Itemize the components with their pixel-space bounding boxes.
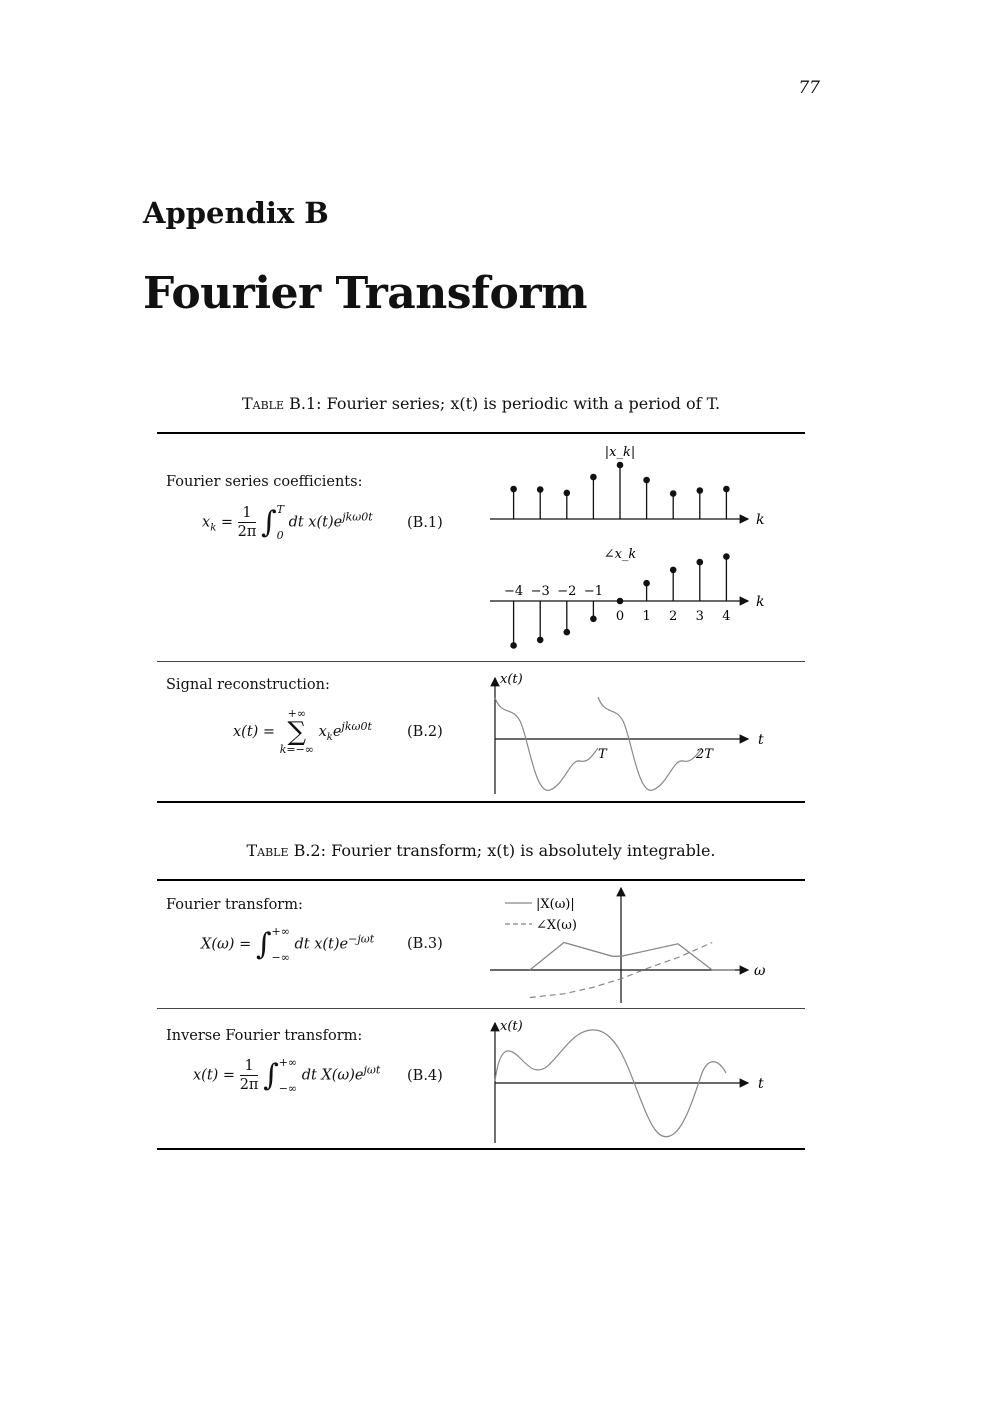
table2-mid-rule bbox=[157, 1008, 805, 1009]
eq4-exp: jωt bbox=[363, 1063, 381, 1077]
magnitude-stem-marker bbox=[697, 487, 704, 494]
phase-stem-marker bbox=[670, 567, 677, 574]
page-number: 77 bbox=[798, 78, 820, 98]
table2-bottom-rule bbox=[157, 1148, 805, 1150]
appendix-label: Appendix B bbox=[143, 196, 329, 230]
periodic-t-label: t bbox=[758, 732, 764, 748]
table2-caption bbox=[156, 841, 806, 860]
magnitude-stem-marker bbox=[564, 490, 571, 497]
eq4-upper: +∞ bbox=[278, 1056, 298, 1069]
table2-caption-text: Fourier transform; x(t) is absolutely integrable. bbox=[331, 841, 716, 860]
tick-2T: 2T bbox=[696, 747, 713, 762]
magnitude-stem-marker bbox=[617, 462, 624, 469]
equation-b3 bbox=[201, 925, 374, 964]
periodic-curve-period-2 bbox=[598, 697, 702, 790]
eq3-lhs: X(ω) = bbox=[201, 936, 252, 953]
eq1-upper: T bbox=[276, 503, 284, 516]
table1-caption bbox=[156, 394, 806, 413]
table2-row1-label: Fourier transform: bbox=[166, 897, 303, 913]
phase-stem-plot bbox=[490, 547, 764, 649]
table2-row2-label: Inverse Fourier transform: bbox=[166, 1028, 363, 1044]
eq1-numerator: 1 bbox=[238, 504, 257, 523]
phase-stem-marker bbox=[617, 598, 624, 605]
eq2-lhs: x(t) = bbox=[233, 724, 276, 740]
table2-caption-prefix: Table B.2: bbox=[246, 841, 327, 860]
eq4-body: dt X(ω)e bbox=[301, 1067, 364, 1084]
eqnum-b1: (B.1) bbox=[407, 515, 443, 531]
phase-tick-label: 2 bbox=[669, 609, 678, 624]
eq1-body: dt x(t)e bbox=[288, 514, 343, 531]
magnitude-stem-marker bbox=[643, 477, 650, 484]
phase-tick-label: 4 bbox=[722, 609, 731, 624]
magnitude-stem-marker bbox=[590, 474, 597, 481]
legend-phase-label: ∠X(ω) bbox=[536, 918, 577, 933]
table2-top-rule bbox=[157, 879, 805, 881]
phase-tick-label: −2 bbox=[557, 584, 577, 599]
integral-sign: ∫ bbox=[261, 504, 277, 540]
table1-top-rule bbox=[157, 432, 805, 434]
eq4-lhs: x(t) = bbox=[193, 1067, 236, 1084]
eq4-fraction bbox=[240, 1057, 259, 1094]
eq4-lower: −∞ bbox=[278, 1082, 298, 1095]
omega-label: ω bbox=[754, 963, 766, 979]
eq2-body-sub: k bbox=[326, 731, 333, 743]
phase-title: ∠x_k bbox=[603, 547, 637, 562]
phase-tick-label: 0 bbox=[615, 609, 625, 624]
eq1-lhs: x bbox=[202, 514, 211, 531]
magnitude-stem-plot bbox=[490, 445, 764, 528]
eq1-lhs-sub: k bbox=[210, 522, 217, 534]
equation-b1: $x_k$ = $\frac{1}{2\pi}$ ∫T 0 dt $x(t)e^{jk\omega 0t}$ bbox=[202, 503, 373, 542]
phase-stem-marker bbox=[723, 553, 730, 560]
equation-b2 bbox=[233, 708, 372, 756]
eqnum-b2: (B.2) bbox=[407, 724, 443, 740]
phase-tick-label: 3 bbox=[695, 609, 704, 624]
magnitude-stem-marker bbox=[723, 486, 730, 493]
integral-sign: ∫ bbox=[263, 1057, 279, 1093]
eq3-exp: −jωt bbox=[348, 932, 375, 946]
aperiodic-y-label: x(t) bbox=[500, 1019, 523, 1034]
phase-stem-marker bbox=[697, 559, 704, 566]
table1-row2-label: Signal reconstruction: bbox=[166, 677, 330, 693]
magnitude-title: |x_k| bbox=[604, 445, 636, 460]
table1-bottom-rule bbox=[157, 801, 805, 803]
periodic-y-label: x(t) bbox=[500, 672, 523, 687]
integral-sign: ∫ bbox=[255, 926, 272, 962]
phase-stem-marker bbox=[590, 615, 597, 622]
eq1-fraction bbox=[238, 504, 257, 541]
phase-stem-marker bbox=[510, 642, 517, 649]
phase-stem-marker bbox=[643, 580, 650, 587]
phase-tick-label: 1 bbox=[642, 609, 651, 624]
tick-T: T bbox=[598, 747, 607, 762]
phase-tick-label: −3 bbox=[530, 584, 550, 599]
phase-k-label: k bbox=[756, 594, 765, 610]
eq3-body: dt x(t)e bbox=[294, 936, 349, 953]
equation-b4 bbox=[193, 1056, 380, 1095]
eq2-exp: jkω0t bbox=[341, 720, 372, 734]
eq2-tail: e bbox=[332, 724, 342, 740]
fourier-transform-plot bbox=[480, 883, 780, 1007]
eq1-lower: 0 bbox=[276, 529, 284, 542]
eq4-numerator: 1 bbox=[240, 1057, 259, 1076]
aperiodic-signal-plot bbox=[480, 1013, 780, 1145]
stem-plots bbox=[480, 438, 780, 660]
eq1-exp: jkω0t bbox=[342, 510, 373, 524]
magnitude-k-label: k bbox=[756, 512, 765, 528]
eq1-denominator: 2π bbox=[237, 524, 257, 540]
magnitude-stem-marker bbox=[670, 490, 677, 497]
eq2-lower: k=−∞ bbox=[279, 743, 314, 756]
phase-tick-label: −4 bbox=[504, 584, 524, 599]
aperiodic-t-label: t bbox=[758, 1076, 764, 1092]
magnitude-stem-marker bbox=[510, 486, 517, 493]
phase-stem-marker bbox=[537, 637, 544, 644]
eqnum-b4: (B.4) bbox=[407, 1068, 443, 1084]
phase-tick-label: −1 bbox=[583, 584, 603, 599]
table1-mid-rule bbox=[157, 661, 805, 662]
phase-stem-marker bbox=[564, 629, 571, 636]
periodic-curve-period-1 bbox=[495, 698, 598, 790]
eqnum-b3: (B.3) bbox=[407, 936, 443, 952]
eq2-body: x bbox=[318, 724, 327, 740]
magnitude-stem-marker bbox=[537, 486, 544, 493]
table1-caption-text: Fourier series; x(t) is periodic with a period of T. bbox=[326, 394, 721, 413]
chapter-title: Fourier Transform bbox=[143, 268, 588, 319]
table1-caption-prefix: Table B.1: bbox=[241, 394, 322, 413]
eq2-upper: +∞ bbox=[287, 707, 307, 720]
legend-magnitude-label: |X(ω)| bbox=[536, 897, 575, 912]
periodic-signal-plot bbox=[480, 666, 780, 798]
eq4-denominator: 2π bbox=[239, 1077, 259, 1093]
table1-row1-label: Fourier series coefficients: bbox=[166, 474, 363, 490]
eq3-upper: +∞ bbox=[271, 925, 290, 938]
sum-sign: ∑ bbox=[287, 717, 307, 747]
eq3-lower: −∞ bbox=[271, 951, 290, 964]
